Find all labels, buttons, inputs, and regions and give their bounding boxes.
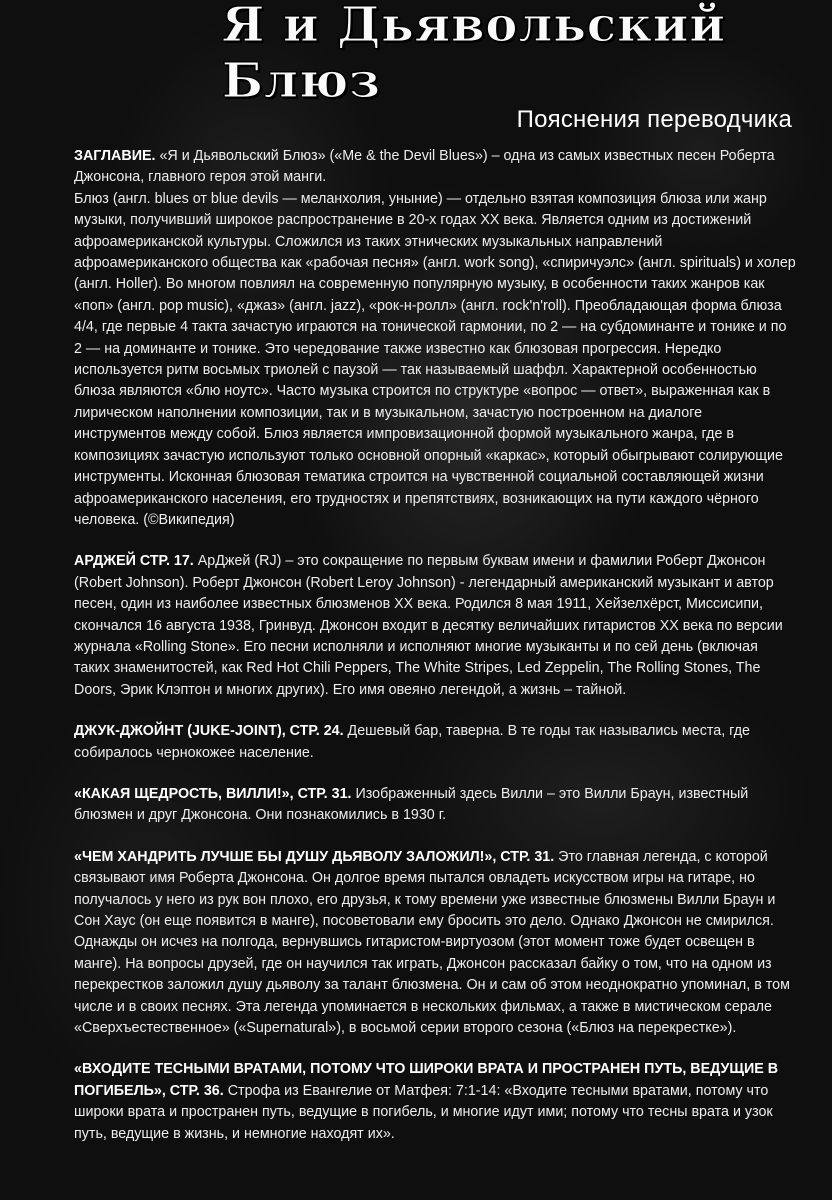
page-subtitle: Пояснения переводчика [516,106,792,133]
page-title [222,0,822,109]
note-heading: «ЧЕМ ХАНДРИТЬ ЛУЧШЕ БЫ ДУШУ ДЬЯВОЛУ ЗАЛОЖИЛ!», СТР. 31. [74,848,555,865]
note-text: Дешевый бар, таверна. В те годы так назывались места, где собиралось чернокожее население. [74,723,750,761]
note-rj [74,551,796,701]
note-title [74,146,796,189]
note-heading: ЗАГЛАВИЕ. [74,148,156,164]
note-blues [74,189,796,532]
note-willie [74,784,796,827]
note-heading: «ВХОДИТЕ ТЕСНЫМИ ВРАТАМИ, ПОТОМУ ЧТО ШИРОКИ ВРАТА И ПРОСТРАНЕН ПУТЬ, ВЕДУЩИЕ В ПОГИБЕЛЬ», СТР. 36. [74,1061,779,1099]
note-narrow-gate [74,1059,796,1145]
note-devil-legend [74,847,796,1040]
note-heading: АРДЖЕЙ СТР. 17. [74,553,194,570]
note-text: «Я и Дьявольский Блюз» («Me & the Devil Blues») – одна из самых известных песен Роберта Джонсона, главного героя этой манги. [74,148,775,186]
notes-body [74,146,796,1145]
note-heading: ДЖУК-ДЖОЙНТ (JUKE-JOINT), СТР. 24. [74,723,344,740]
note-juke-joint [74,721,796,764]
note-text: Строфа из Евангелие от Матфея: 7:1-14: «Входите тесными вратами, потому что широки врата и пространен путь, ведущие в погибель, и многие идут ими; потому что тесны врата и узок путь, ведущие в жизнь, и немногие находят их». [74,1082,773,1142]
note-heading: «КАКАЯ ЩЕДРОСТЬ, ВИЛЛИ!», СТР. 31. [74,785,352,802]
note-text: Изображенный здесь Вилли – это Вилли Браун, известный блюзмен и друг Джонсона. Они познакомились в 1930 г. [74,785,749,824]
note-text: Это главная легенда, с которой связывают имя Роберта Джонсона. Он долгое время пытался овладеть искусством игры на гитаре, но получалось у него из рук вон плохо, его друзья, к тому времени уже известные блюзмены Вилли Браун и Сон Хаус (он еще появится в манге), посоветовали ему бросить это дело. Однако Джонсон не смирился. Однажды он исчез на полгода, вернувшись гитаристом-виртуозом (этот момент тоже будет освещен в манге). На вопросы друзей, где он научился так играть, Джонсон рассказал байку о том, что на одном из перекрестков заложил душу дьяволу за талант блюзмена. Он и сам об этом неоднократно упоминал, в том числе и в своих песнях. Эта легенда упоминается в нескольких фильмах, а также в мистическом серале «Сверхъестественное» («Supernatural»), в восьмой серии второго сезона («Блюз на перекрестке»). [74,848,790,1037]
note-text: Блюз (англ. blues от blue devils — меланхолия, уныние) — отдельно взятая композиция блюза или жанр музыки, получивший широкое распространение в 20-х годах XX века. Является одним из достижений афроамериканской культуры. Сложился из таких этнических музыкальных направлений афроамериканского общества как «рабочая песня» (англ. work song), «спиричуэлс» (англ. spirituals) и холер (англ. Holler). Во многом повлиял на современную популярную музыку, в особенности таких жанров как «поп» (англ. pop music), «джаз» (англ. jazz), «рок-н-ролл» (англ. rock'n'roll). Преобладающая форма блюза 4/4, где первые 4 такта зачастую играются на тонической гармонии, по 2 — на субдоминанте и тонике и по 2 — на доминанте и тонике. Это чередование также известно как блюзовая прогрессия. Нередко используется ритм восьмых триолей с паузой — так называемый шаффл. Характерной особенностью блюза являются «блю ноутс». Часто музыка строится по структуре «вопрос — ответ», выраженная как в лирическом наполнении композиции, так и в музыкальном, зачастую построенном на диалоге инструментов между собой. Блюз является импровизационной формой музыкального жанра, где в композициях зачастую используют только основной опорный «каркас», который обыгрывают солирующие инструменты. Исконная блюзовая тематика строится на чувственной социальной составляющей жизни афроамериканского населения, его трудностях и препятствиях, возникающих на пути каждого чёрного человека. (©Википедия) [74,190,796,528]
note-text: АрДжей (RJ) – это сокращение по первым буквам имени и фамилии Роберт Джонсон (Robert Johnson). Роберт Джонсон (Robert Leroy Johnson) - легендарный американский музыкант и автор песен, один из наиболее известных блюзменов XX века. Родился 8 мая 1911, Хейзелхёрст, Миссисипи, скончался 16 августа 1938, Гринвуд. Джонсон входит в десятку величайших гитаристов XX века по версии журнала «Rolling Stone». Его песни исполняли и исполняют многие музыканты и по сей день (включая таких знаменитостей, как Red Hot Chili Peppers, The White Stripes, Led Zeppelin, The Rolling Stones, The Doors, Эрик Клэптон и многих других). Его имя овеяно легендой, а жизнь – тайной. [74,553,783,698]
title-text: Я и Дьявольский Блюз [222,0,726,109]
